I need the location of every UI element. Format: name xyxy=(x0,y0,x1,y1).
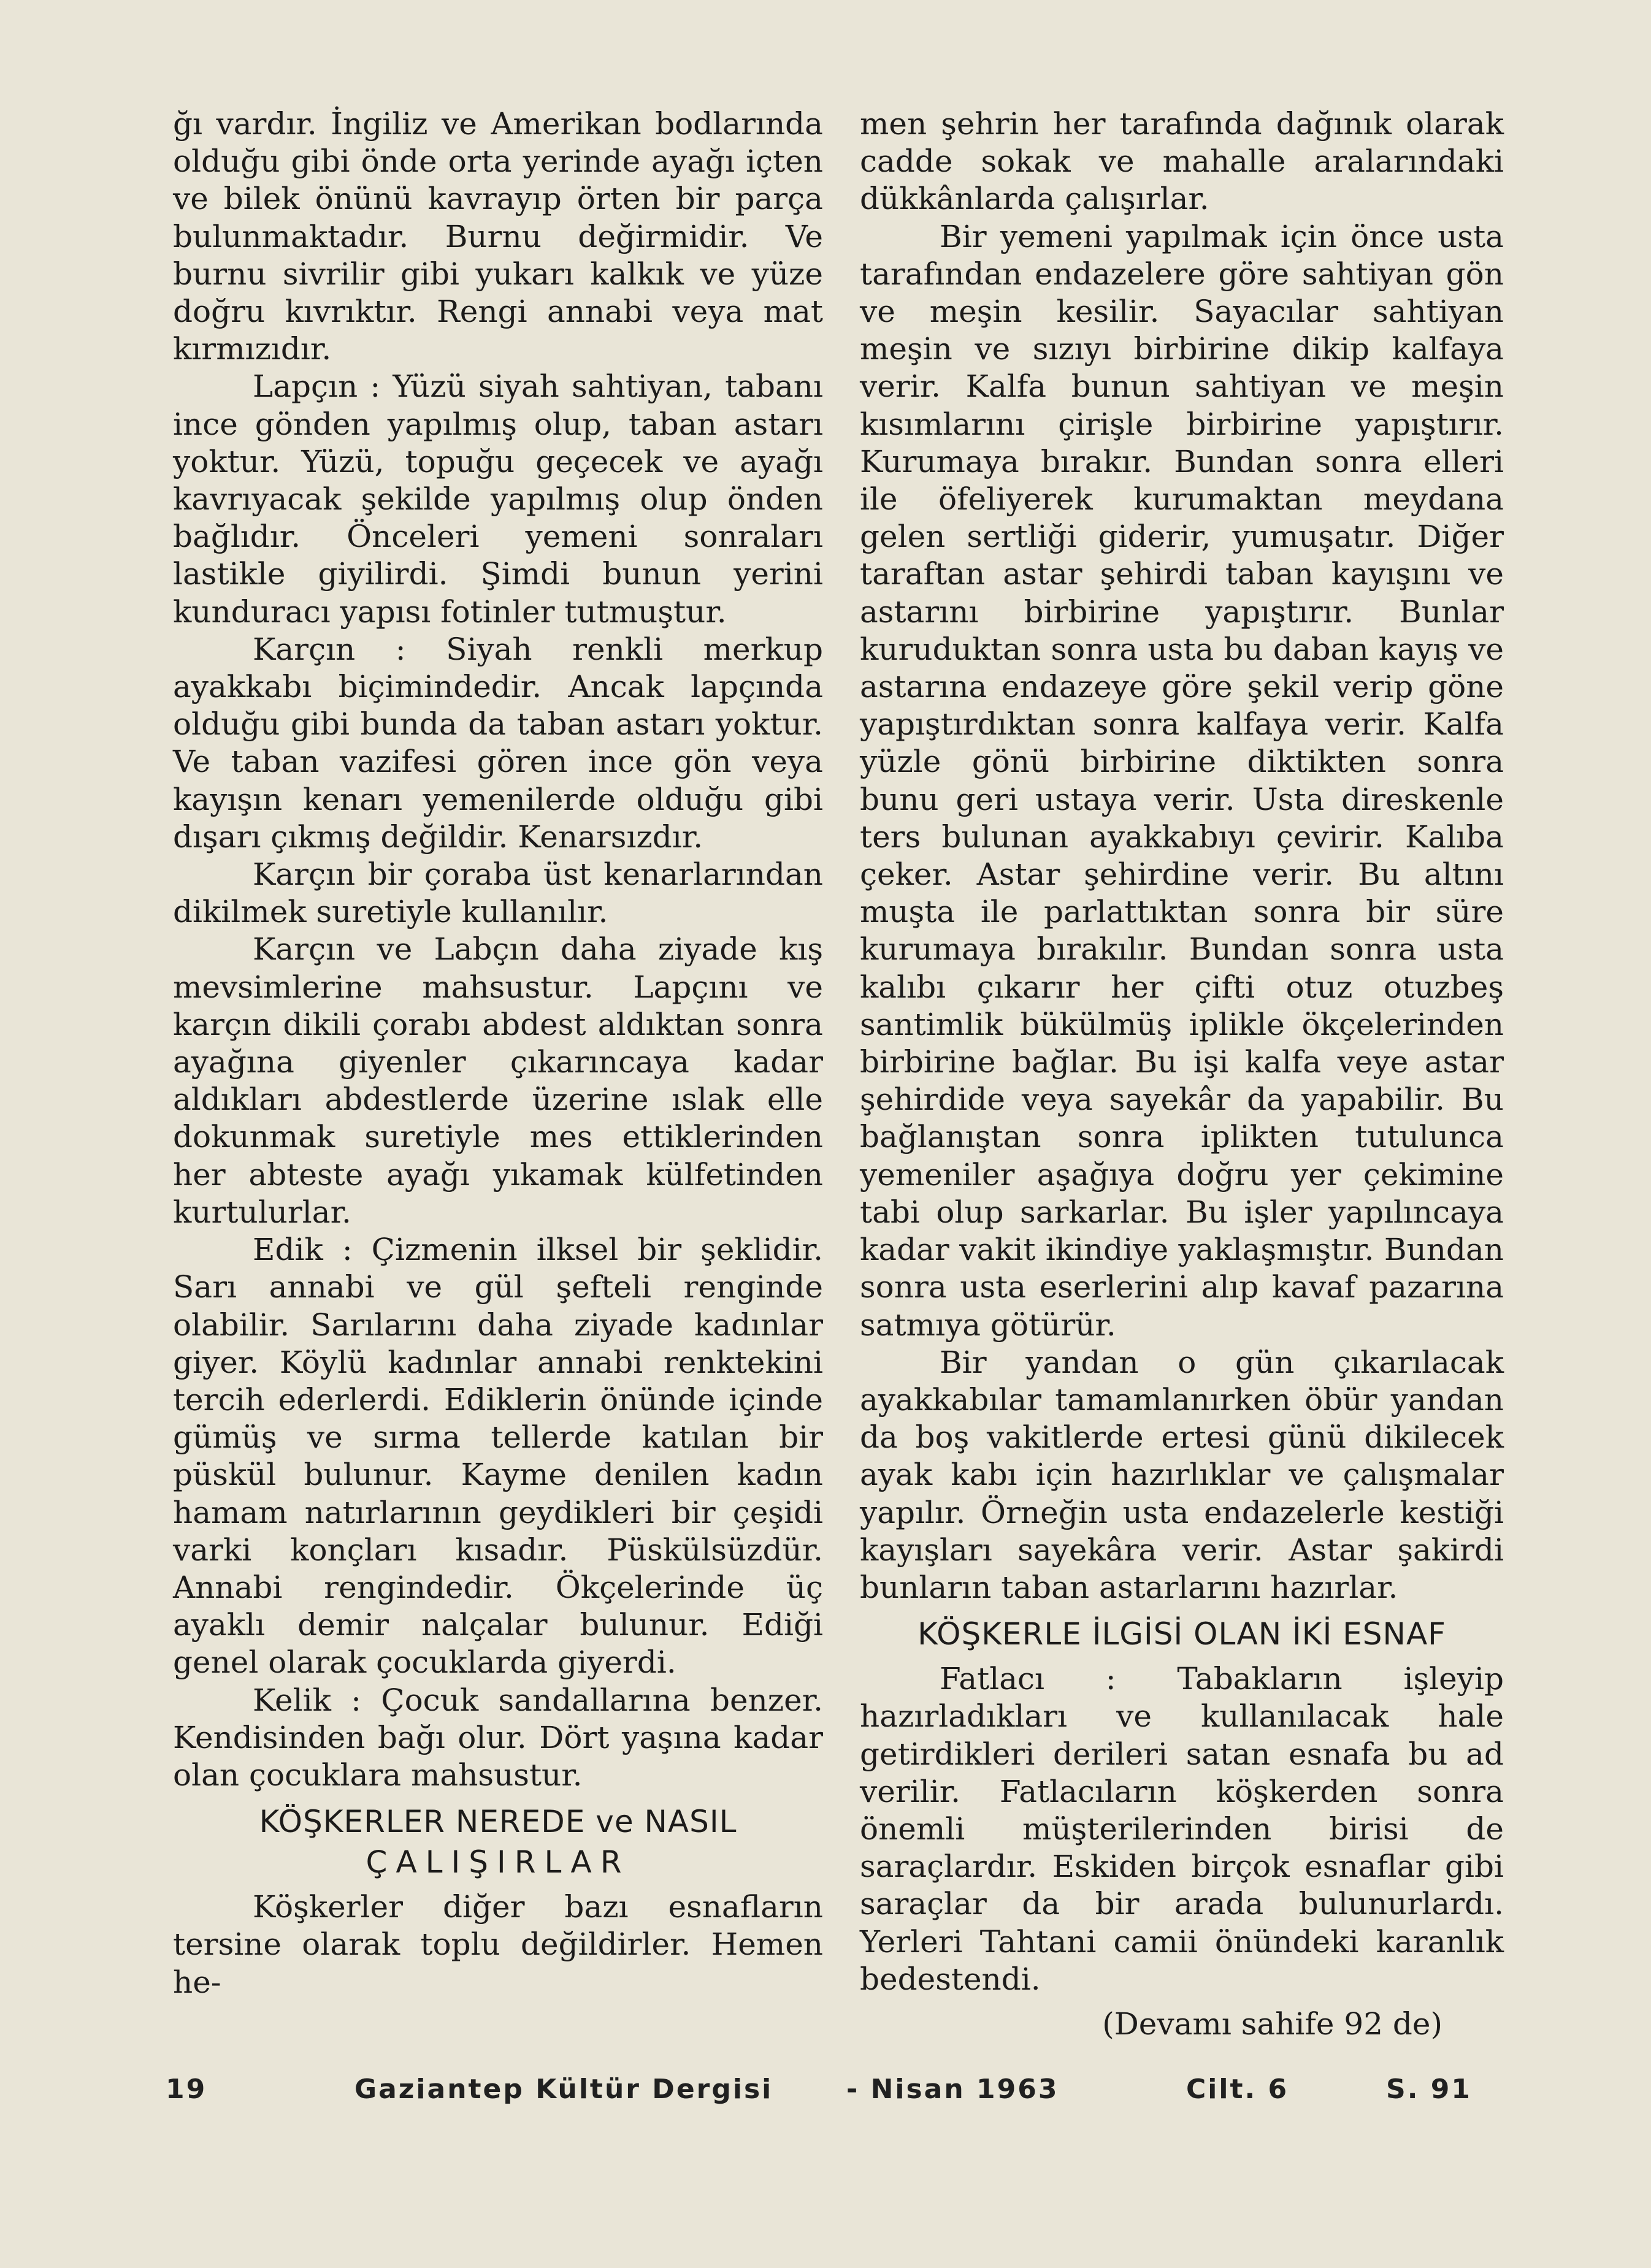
issue-date: - Nisan 1963 xyxy=(846,2074,1059,2105)
section-heading xyxy=(173,1801,823,1882)
continued-note: (Devamı sahife 92 de) xyxy=(1102,2006,1442,2042)
page-footer xyxy=(166,2074,1472,2110)
paragraph-fatlaci: Fatlacı : Tabakların işleyip hazırladıkları ve kullanılacak hale getirdikleri derileri satan esnafa bu ad verilir. Fatlacıların köşkerden sonra önemli müşterilerinden birisi de saraçlardır. Eskiden birçok esnaflar gibi saraçlar da bir arada bulunurlardı. Yerleri Tahtani camii önündeki karanlık bedestendi. xyxy=(860,1661,1504,1997)
right-column xyxy=(860,105,1504,2043)
paragraph: men şehrin her tarafında dağınık olarak cadde sokak ve mahalle aralarındaki dükkânlarda çalışırlar. xyxy=(860,106,1504,217)
paragraph: Köşkerler diğer bazı esnafların tersine olarak toplu değildirler. Hemen he- xyxy=(173,1889,823,2000)
journal-title: Gaziantep Kültür Dergisi xyxy=(354,2074,773,2105)
heading-line-2: ÇALIŞIRLAR xyxy=(366,1844,630,1880)
paragraph: ğı vardır. İngiliz ve Amerikan bodlarında olduğu gibi önde orta yerinde ayağı içten ve bilek önünü kavrayıp örten bir parça bulunmaktadır. Burnu değirmidir. Ve burnu sivrilir gibi yukarı kalkık ve yüze doğru kıvrıktır. Rengi annabi veya mat kırmızıdır. xyxy=(173,106,823,367)
volume-number: Cilt. 6 xyxy=(1186,2074,1289,2105)
issue-number: S. 91 xyxy=(1386,2074,1472,2105)
heading-line-1: KÖŞKERLER NEREDE ve NASIL xyxy=(259,1804,737,1840)
paragraph: Bir yemeni yapılmak için önce usta tarafından endazelere göre sahtiyan gön ve meşin kesilir. Sayacılar sahtiyan meşin ve sızıyı birbirine dikip kalfaya verir. Kalfa bunun sahtiyan ve meşin kısımlarını çirişle birbirine yapıştırır. Kurumaya bırakır. Bundan sonra elleri ile öfeliyerek kurumaktan meydana gelen sertliği giderir, yumuşatır. Diğer taraftan astar şehirdi taban kayışını ve astarını birbirine yapıştırır. Bunlar kuruduktan sonra usta bu daban kayış ve astarına endazeye göre şekil verip göne yapıştırdıktan sonra kalfaya verir. Kalfa yüzle gönü birbirine diktikten sonra bunu geri ustaya verir. Usta direskenle ters bulunan ayakkabıyı çevirir. Kalıba çeker. Astar şehirdine verir. Bu altını muşta ile parlattıktan sonra bir süre kurumaya bırakılır. Bundan sonra usta kalıbı çıkarır her çifti otuz otuzbeş santimlik bükülmüş iplikle ökçelerinden birbirine bağlar. Bu işi kalfa veye astar şehirdide veya sayekâr da yapabilir. Bu bağlanıştan sonra iplikten tutulunca yemeniler aşağıya doğru yer çekimine tabi olup sarkarlar. Bu işler yapılıncaya kadar vakit ikindiye yaklaşmıştır. Bundan sonra usta eserlerini alıp kavaf pazarına satmıya götürür. xyxy=(860,218,1504,1343)
paragraph: Karçın bir çoraba üst kenarlarından dikilmek suretiyle kullanılır. xyxy=(173,857,823,930)
page-number: 19 xyxy=(166,2074,207,2105)
paragraph: Karçın ve Labçın daha ziyade kış mevsimlerine mahsustur. Lapçını ve karçın dikili çorabı abdest aldıktan sonra ayağına giyenler çıkarıncaya kadar aldıkları abdestlerde üzerine ıslak elle dokunmak suretiyle mes ettiklerinden her abteste ayağı yıkamak külfetinden kurtulurlar. xyxy=(173,931,823,1230)
section-heading: KÖŞKERLE İLGİSİ OLAN İKİ ESNAF xyxy=(917,1616,1446,1652)
left-column xyxy=(173,105,823,2001)
paragraph: Bir yandan o gün çıkarılacak ayakkabılar tamamlanırken öbür yandan da boş vakitlerde ertesi günü dikilecek ayak kabı için hazırlıklar ve çalışmalar yapılır. Örneğin usta endazelerle kestiği kayışları sayekâra verir. Astar şakirdi bunların taban astarlarını hazırlar. xyxy=(860,1344,1504,1605)
paragraph-karcin: Karçın : Siyah renkli merkup ayakkabı biçimindedir. Ancak lapçında olduğu gibi bunda da taban astarı yoktur. Ve taban vazifesi gören ince gön veya kayışın kenarı yemenilerde olduğu gibi dışarı çıkmış değildir. Kenarsızdır. xyxy=(173,631,823,855)
paragraph-kelik: Kelik : Çocuk sandallarına benzer. Kendisinden bağı olur. Dört yaşına kadar olan çocuklara mahsustur. xyxy=(173,1682,823,1793)
paragraph-edik: Edik : Çizmenin ilksel bir şeklidir. Sarı annabi ve gül şefteli renginde olabilir. Sarılarını daha ziyade kadınlar giyer. Köylü kadınlar annabi renktekini tercih ederlerdi. Ediklerin önünde içinde gümüş ve sırma tellerde katılan bir püskül bulunur. Kayme denilen kadın hamam natırlarının geydikleri bir çeşidi varki konçları kısadır. Püskülsüzdür. Annabi rengindedir. Ökçelerinde üç ayaklı demir nalçalar bulunur. Ediği genel olarak çocuklarda giyerdi. xyxy=(173,1232,823,1681)
paragraph-lapcin: Lapçın : Yüzü siyah sahtiyan, tabanı ince gönden yapılmış olup, taban astarı yoktur. Yüzü, topuğu geçecek ve ayağı kavrıyacak şekilde yapılmış olup önden bağlıdır. Önceleri yemeni sonraları lastikle giyilirdi. Şimdi bunun yerini kunduracı yapısı fotinler tutmuştur. xyxy=(173,368,823,630)
